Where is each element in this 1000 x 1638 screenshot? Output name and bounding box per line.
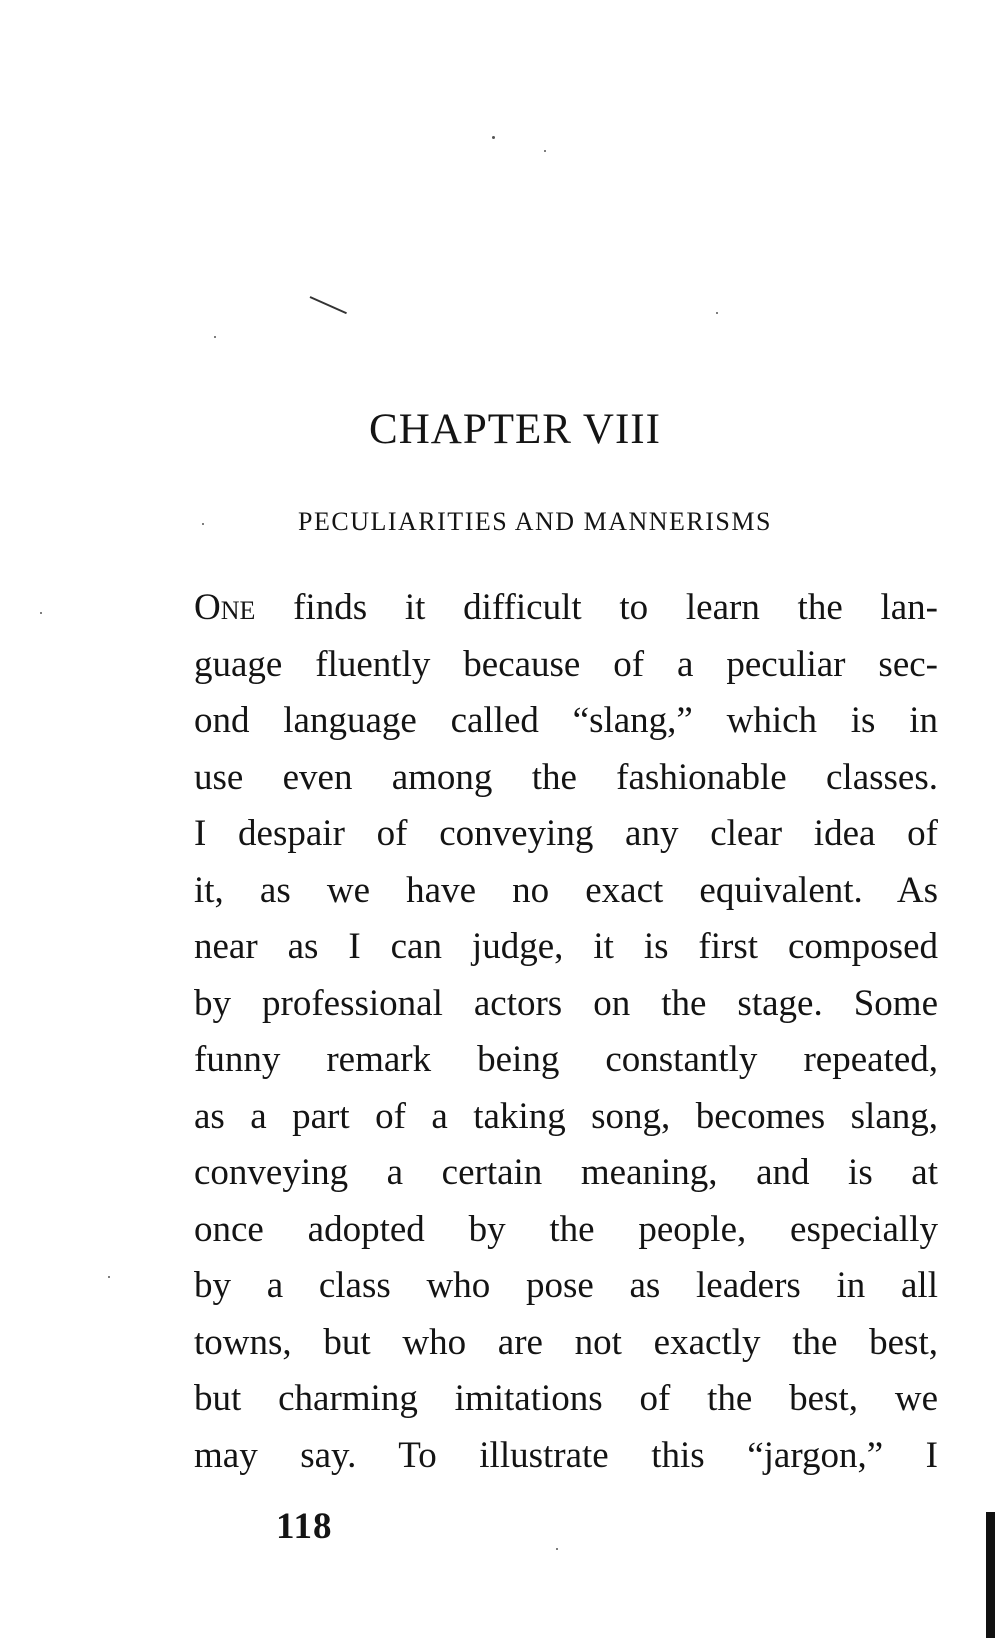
text-line: near as I can judge, it is first composed <box>194 926 938 967</box>
page-edge-shadow <box>986 1512 995 1638</box>
text-line: funny remark being constantly repeated, <box>194 1039 938 1080</box>
dust-speck <box>492 136 495 139</box>
page-number: 118 <box>276 1506 333 1547</box>
text-line: by a class who pose as leaders in all <box>194 1265 938 1306</box>
text-line: by professional actors on the stage. Some <box>194 982 938 1024</box>
dust-speck <box>214 336 216 338</box>
dust-speck <box>40 612 42 614</box>
text-line <box>194 580 938 637</box>
dust-speck <box>716 312 718 314</box>
text-line: guage fluently because of a peculiar sec- <box>194 643 938 685</box>
text-line-content: finds it difficult to learn the lan- <box>255 587 938 628</box>
page-scratch-mark <box>310 296 347 314</box>
text-line: but charming imitations of the best, we <box>194 1378 938 1419</box>
dust-speck <box>544 150 546 152</box>
text-line: it, as we have no exact equivalent. As <box>194 869 938 911</box>
chapter-title: CHAPTER VIII <box>369 406 661 453</box>
text-line: ond language called “slang,” which is in <box>194 700 938 741</box>
text-line: may say. To illustrate this “jargon,” I <box>194 1434 938 1476</box>
lead-word: One <box>194 587 256 628</box>
dust-speck <box>556 1548 558 1550</box>
dust-speck <box>108 1276 110 1278</box>
body-paragraph <box>194 580 938 1484</box>
text-line: as a part of a taking song, becomes slang, <box>194 1095 938 1137</box>
text-line: once adopted by the people, especially <box>194 1208 938 1250</box>
chapter-subtitle: PECULIARITIES AND MANNERISMS <box>298 507 772 536</box>
text-line: towns, but who are not exactly the best, <box>194 1321 938 1363</box>
text-line: I despair of conveying any clear idea of <box>194 813 938 854</box>
text-line: use even among the fashionable classes. <box>194 756 938 798</box>
text-line: conveying a certain meaning, and is at <box>194 1152 938 1193</box>
